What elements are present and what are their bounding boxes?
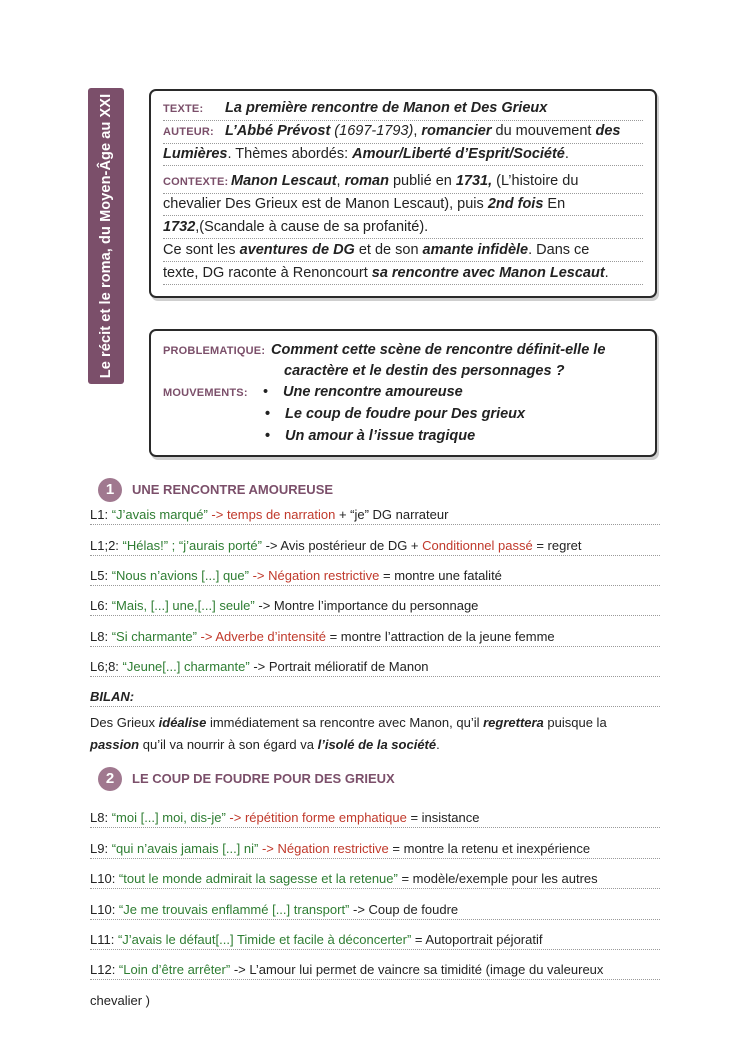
analysis-line: L1: “J’avais marqué” -> temps de narration + “je” DG narrateur bbox=[90, 506, 660, 525]
analysis-line: L10: “tout le monde admirait la sagesse et la retenue” = modèle/exemple pour les autres bbox=[90, 870, 660, 889]
auteur-row: AUTEUR: L’Abbé Prévost (1697-1793), romancier du mouvement des bbox=[163, 120, 643, 144]
analysis-line: L6;8: “Jeune[...] charmante” -> Portrait mélioratif de Manon bbox=[90, 658, 660, 677]
analysis-line: L10: “Je me trouvais enflammé [...] transport” -> Coup de foudre bbox=[90, 901, 660, 920]
contexte-line-5: texte, DG raconte à Renoncourt sa rencontre avec Manon Lescaut. bbox=[163, 262, 643, 285]
last-line: chevalier ) bbox=[90, 993, 150, 1008]
mouvement-1: Une rencontre amoureuse bbox=[283, 384, 463, 400]
problematique-box bbox=[149, 329, 657, 457]
analysis-line: L9: “qui n’avais jamais [...] ni” -> Négation restrictive = montre la retenu et inexpérience bbox=[90, 840, 660, 859]
analysis-line: L5: “Nous n’avions [...] que” -> Négation restrictive = montre une fatalité bbox=[90, 567, 660, 586]
analysis-line: L8: “Si charmante” -> Adverbe d’intensité = montre l’attraction de la jeune femme bbox=[90, 628, 660, 647]
bilan-label: BILAN: bbox=[90, 688, 660, 707]
themes-row: Lumières. Thèmes abordés: Amour/Liberté d’Esprit/Société. bbox=[163, 143, 643, 166]
text-info-box bbox=[149, 89, 657, 298]
mouvements-row: MOUVEMENTS: • Une rencontre amoureuse bbox=[163, 384, 463, 400]
section-title: LE COUP DE FOUDRE POUR DES GRIEUX bbox=[132, 771, 395, 786]
mouvement-3: Un amour à l’issue tragique bbox=[285, 428, 476, 444]
contexte-line-4: Ce sont les aventures de DG et de son amante infidèle. Dans ce bbox=[163, 239, 643, 262]
section-title: UNE RENCONTRE AMOUREUSE bbox=[132, 482, 334, 497]
mouvement-2: Le coup de foudre pour Des grieux bbox=[285, 406, 526, 422]
analysis-line: L6: “Mais, [...] une,[...] seule” -> Montre l’importance du personnage bbox=[90, 597, 660, 616]
side-title: Le récit et le roma, du Moyen-Âge au XXI bbox=[98, 93, 114, 379]
problematique-row-2: caractère et le destin des personnages ? bbox=[284, 363, 565, 379]
contexte-row: CONTEXTE: Manon Lescaut, roman publié en 1731, (L’histoire du bbox=[163, 170, 643, 194]
contexte-line-3: 1732,(Scandale à cause de sa profanité). bbox=[163, 216, 643, 239]
bilan-text: Des Grieux idéalise immédiatement sa rencontre avec Manon, qu’il regrettera puisque la passion qu’il va nourrir à son égard va l’isolé de la société. bbox=[90, 715, 607, 752]
analysis-line: L1;2: “Hélas!” ; “j’aurais porté” -> Avis postérieur de DG + Conditionnel passé = regret bbox=[90, 537, 660, 556]
contexte-line-2: chevalier Des Grieux est de Manon Lescaut), puis 2nd fois En bbox=[163, 193, 643, 216]
mouvement-3-item: • Un amour à l’issue tragique bbox=[265, 428, 476, 444]
analysis-line: L11: “J’avais le défaut[...] Timide et facile à déconcerter” = Autoportrait péjoratif bbox=[90, 931, 660, 950]
texte-row: TEXTE: La première rencontre de Manon et Des Grieux bbox=[163, 97, 643, 121]
problematique-row: PROBLEMATIQUE: Comment cette scène de rencontre définit-elle le bbox=[163, 342, 606, 358]
side-title-tab bbox=[88, 88, 124, 384]
analysis-line: L12: “Loin d’être arrêter” -> L’amour lui permet de vaincre sa timidité (image du valeureux bbox=[90, 961, 660, 980]
analysis-line: L8: “moi [...] moi, dis-je” -> répétition forme emphatique = insistance bbox=[90, 809, 660, 828]
section-number-badge: 1 bbox=[98, 478, 122, 502]
mouvement-2-item: • Le coup de foudre pour Des grieux bbox=[265, 406, 526, 422]
section-number-badge: 2 bbox=[98, 767, 122, 791]
